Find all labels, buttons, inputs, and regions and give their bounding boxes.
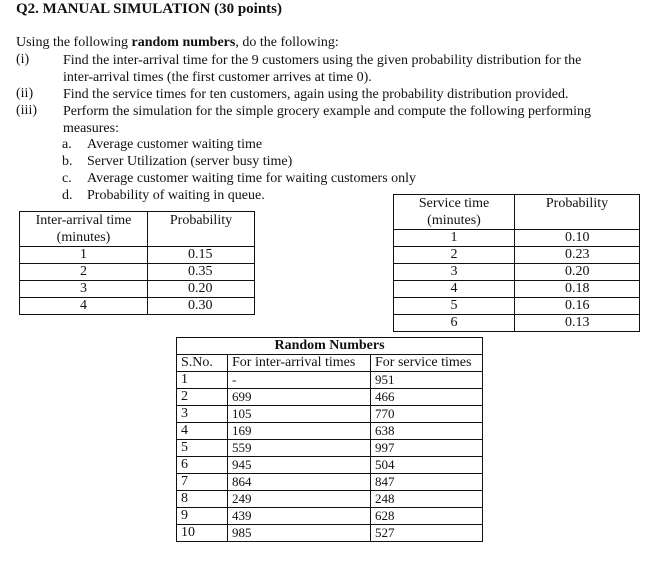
sno-cell: 9 [177, 508, 228, 525]
item-numeral-iii: (iii) [16, 103, 37, 118]
service-rn-cell: 504 [371, 457, 483, 474]
table-row [394, 230, 640, 247]
sno-cell: 2 [177, 389, 228, 406]
sno-cell: 10 [177, 525, 228, 542]
header-line-1: Inter-arrival time [35, 213, 132, 228]
table-row [177, 474, 483, 491]
service-rn-cell: 628 [371, 508, 483, 525]
header-service: For service times [371, 355, 483, 372]
measure-letter-c: c. [62, 171, 72, 186]
item-iii-line-2: measures: [63, 121, 119, 136]
probability-cell: 0.15 [148, 247, 255, 264]
measure-letter-d: d. [62, 188, 73, 203]
item-ii-line-1: Find the service times for ten customers, again using the probability distribution provided. [63, 87, 569, 102]
table-row [177, 406, 483, 423]
probability-cell: 0.20 [148, 281, 255, 298]
intro-after: , do the following: [235, 35, 339, 50]
service-rn-cell: 466 [371, 389, 483, 406]
table-row [20, 281, 255, 298]
sno-cell: 6 [177, 457, 228, 474]
interarrival-rn-cell: 985 [228, 525, 371, 542]
interarrival-rn-cell: 945 [228, 457, 371, 474]
time-cell: 2 [20, 264, 148, 281]
table-header-row [177, 355, 483, 372]
probability-cell: 0.10 [515, 230, 640, 247]
table-row [177, 491, 483, 508]
table-row [177, 508, 483, 525]
service-rn-cell: 527 [371, 525, 483, 542]
probability-cell: 0.35 [148, 264, 255, 281]
measure-text-a: Average customer waiting time [87, 137, 263, 152]
interarrival-rn-cell: 105 [228, 406, 371, 423]
measure-text-b: Server Utilization (server busy time) [87, 154, 293, 169]
interarrival-rn-cell: - [228, 372, 371, 389]
header-sno: S.No. [177, 355, 228, 372]
sno-cell: 3 [177, 406, 228, 423]
intro-text [16, 35, 339, 51]
table-row [177, 525, 483, 542]
probability-cell: 0.20 [515, 264, 640, 281]
table-row [394, 264, 640, 281]
time-cell: 5 [394, 298, 515, 315]
measure-text-d: Probability of waiting in queue. [87, 188, 265, 203]
sno-cell: 8 [177, 491, 228, 508]
sno-cell: 4 [177, 423, 228, 440]
time-cell: 4 [394, 281, 515, 298]
item-numeral-ii: (ii) [16, 86, 34, 101]
table-row [20, 298, 255, 315]
header-interarrival-time [20, 212, 148, 247]
time-cell: 3 [394, 264, 515, 281]
probability-cell: 0.23 [515, 247, 640, 264]
header-probability: Probability [148, 212, 255, 247]
header-line-2: (minutes) [56, 230, 111, 245]
header-line-1: Service time [418, 196, 490, 211]
table-row [20, 264, 255, 281]
table-row [394, 315, 640, 332]
sno-cell: 1 [177, 372, 228, 389]
service-rn-cell: 847 [371, 474, 483, 491]
table-row [394, 281, 640, 298]
interarrival-rn-cell: 249 [228, 491, 371, 508]
interarrival-rn-cell: 559 [228, 440, 371, 457]
sno-cell: 5 [177, 440, 228, 457]
time-cell: 1 [394, 230, 515, 247]
probability-cell: 0.13 [515, 315, 640, 332]
time-cell: 6 [394, 315, 515, 332]
header-interarrival: For inter-arrival times [228, 355, 371, 372]
item-iii-line-1: Perform the simulation for the simple grocery example and compute the following performing [63, 104, 591, 119]
table-row [177, 423, 483, 440]
probability-cell: 0.30 [148, 298, 255, 315]
interarrival-rn-cell: 169 [228, 423, 371, 440]
table-header-row [20, 212, 255, 247]
item-i-line-1: Find the inter-arrival time for the 9 customers using the given probability distribution for the [63, 53, 582, 68]
service-rn-cell: 248 [371, 491, 483, 508]
sno-cell: 7 [177, 474, 228, 491]
table-row [394, 247, 640, 264]
probability-cell: 0.18 [515, 281, 640, 298]
service-rn-cell: 638 [371, 423, 483, 440]
interarrival-rn-cell: 439 [228, 508, 371, 525]
service-probability-table [393, 194, 640, 332]
time-cell: 4 [20, 298, 148, 315]
interarrival-rn-cell: 864 [228, 474, 371, 491]
measure-letter-a: a. [62, 137, 72, 152]
time-cell: 1 [20, 247, 148, 264]
time-cell: 2 [394, 247, 515, 264]
item-numeral-i: (i) [16, 52, 30, 67]
interarrival-rn-cell: 699 [228, 389, 371, 406]
table-row [177, 372, 483, 389]
table-row [177, 389, 483, 406]
intro-bold: random numbers [131, 35, 236, 50]
service-rn-cell: 951 [371, 372, 483, 389]
item-i-line-2: inter-arrival times (the first customer arrives at time 0). [63, 70, 372, 85]
table-caption-row [177, 338, 483, 355]
intro-before: Using the following [16, 35, 132, 50]
table-row [177, 440, 483, 457]
table-row [394, 298, 640, 315]
header-probability: Probability [515, 195, 640, 230]
header-line-2: (minutes) [427, 213, 481, 228]
service-rn-cell: 770 [371, 406, 483, 423]
table-row [177, 457, 483, 474]
service-rn-cell: 997 [371, 440, 483, 457]
probability-cell: 0.16 [515, 298, 640, 315]
interarrival-probability-table [19, 211, 255, 315]
table-header-row [394, 195, 640, 230]
header-service-time [394, 195, 515, 230]
time-cell: 3 [20, 281, 148, 298]
table-caption: Random Numbers [177, 338, 483, 355]
measure-text-c: Average customer waiting time for waiting customers only [87, 171, 417, 186]
measure-letter-b: b. [62, 154, 73, 169]
question-title: Q2. MANUAL SIMULATION (30 points) [16, 1, 282, 17]
table-row [20, 247, 255, 264]
random-numbers-table [176, 337, 483, 542]
